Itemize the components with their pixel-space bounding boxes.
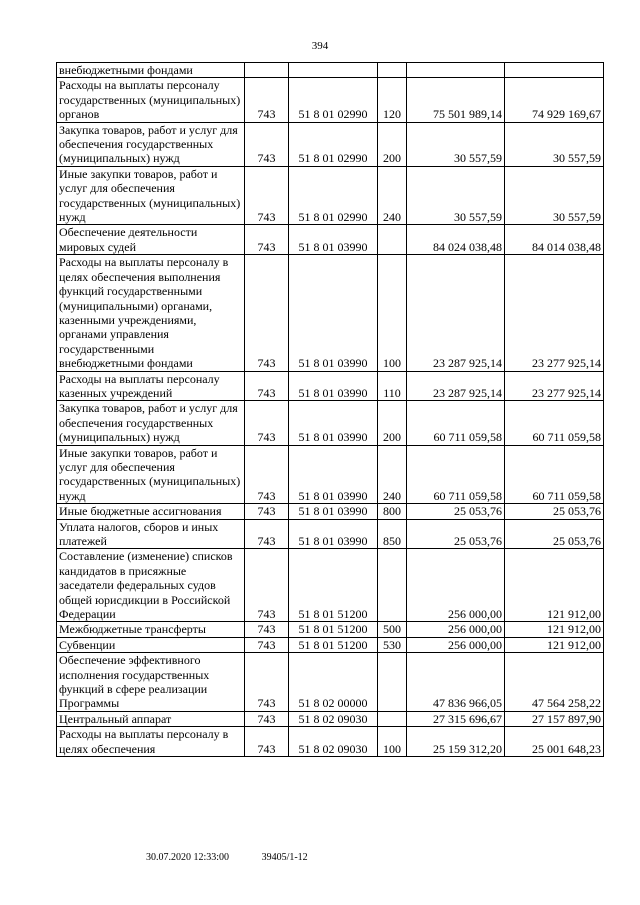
budget-table [56,62,604,757]
amount-executed-cell: 23 277 925,14 [505,371,604,401]
target-article-cell: 51 8 01 03990 [289,255,378,371]
expense-type-cell: 530 [378,637,407,652]
table-row [57,653,604,712]
ved-code-cell: 743 [245,549,289,622]
amount-approved-cell: 47 836 966,05 [407,653,505,712]
amount-approved-cell: 256 000,00 [407,622,505,637]
row-name-cell: Иные закупки товаров, работ и услуг для обеспечения государственных (муниципальных) нужд [57,166,245,225]
amount-approved-cell [407,63,505,78]
amount-approved-cell: 30 557,59 [407,166,505,225]
expense-type-cell: 100 [378,255,407,371]
page-number: 394 [311,40,329,52]
row-name-cell: Обеспечение эффективного исполнения государственных функций в сфере реализации Программы [57,653,245,712]
row-name-cell: Обеспечение деятельности мировых судей [57,225,245,255]
target-article-cell: 51 8 01 03990 [289,401,378,445]
expense-type-cell [378,549,407,622]
expense-type-cell: 200 [378,401,407,445]
row-name-cell: Расходы на выплаты персоналу казенных учреждений [57,371,245,401]
amount-executed-cell: 23 277 925,14 [505,255,604,371]
table-row [57,225,604,255]
row-name-cell: Закупка товаров, работ и услуг для обеспечения государственных (муниципальных) нужд [57,401,245,445]
amount-approved-cell: 60 711 059,58 [407,445,505,504]
expense-type-cell: 500 [378,622,407,637]
target-article-cell: 51 8 01 02990 [289,166,378,225]
row-name-cell: Межбюджетные трансферты [57,622,245,637]
table-row [57,519,604,549]
amount-approved-cell: 25 053,76 [407,504,505,519]
table-row [57,255,604,371]
amount-approved-cell: 25 159 312,20 [407,727,505,757]
footer-doc-id: 39405/1-12 [261,852,308,863]
row-name-cell: внебюджетными фондами [57,63,245,78]
expense-type-cell: 110 [378,371,407,401]
target-article-cell: 51 8 01 51200 [289,637,378,652]
row-name-cell: Расходы на выплаты персоналу государственных (муниципальных) органов [57,78,245,122]
expense-type-cell: 240 [378,166,407,225]
expense-type-cell: 800 [378,504,407,519]
ved-code-cell: 743 [245,653,289,712]
target-article-cell: 51 8 01 03990 [289,371,378,401]
ved-code-cell: 743 [245,122,289,166]
table-row [57,622,604,637]
ved-code-cell: 743 [245,519,289,549]
amount-executed-cell: 30 557,59 [505,166,604,225]
table-row [57,727,604,757]
row-name-cell: Иные закупки товаров, работ и услуг для обеспечения государственных (муниципальных) нужд [57,445,245,504]
table-row [57,78,604,122]
amount-approved-cell: 256 000,00 [407,549,505,622]
expense-type-cell: 240 [378,445,407,504]
table-row [57,637,604,652]
row-name-cell: Субвенции [57,637,245,652]
table-row [57,549,604,622]
table-row [57,711,604,726]
amount-approved-cell: 256 000,00 [407,637,505,652]
target-article-cell [289,63,378,78]
expense-type-cell [378,63,407,78]
table-row [57,166,604,225]
target-article-cell: 51 8 02 09030 [289,727,378,757]
amount-executed-cell: 121 912,00 [505,622,604,637]
amount-executed-cell [505,63,604,78]
target-article-cell: 51 8 02 00000 [289,653,378,712]
ved-code-cell: 743 [245,637,289,652]
ved-code-cell: 743 [245,401,289,445]
amount-executed-cell: 27 157 897,90 [505,711,604,726]
row-name-cell: Центральный аппарат [57,711,245,726]
ved-code-cell: 743 [245,504,289,519]
amount-executed-cell: 30 557,59 [505,122,604,166]
row-name-cell: Расходы на выплаты персоналу в целях обеспечения [57,727,245,757]
table-row [57,371,604,401]
target-article-cell: 51 8 01 03990 [289,225,378,255]
amount-executed-cell: 25 001 648,23 [505,727,604,757]
table-row [57,504,604,519]
footer [146,852,338,863]
amount-executed-cell: 47 564 258,22 [505,653,604,712]
ved-code-cell: 743 [245,225,289,255]
expense-type-cell: 120 [378,78,407,122]
amount-approved-cell: 23 287 925,14 [407,371,505,401]
amount-executed-cell: 121 912,00 [505,637,604,652]
amount-executed-cell: 25 053,76 [505,519,604,549]
amount-approved-cell: 30 557,59 [407,122,505,166]
row-name-cell: Иные бюджетные ассигнования [57,504,245,519]
expense-type-cell [378,225,407,255]
amount-approved-cell: 75 501 989,14 [407,78,505,122]
table-row [57,401,604,445]
amount-executed-cell: 25 053,76 [505,504,604,519]
table-row [57,63,604,78]
amount-approved-cell: 23 287 925,14 [407,255,505,371]
amount-executed-cell: 84 014 038,48 [505,225,604,255]
amount-approved-cell: 25 053,76 [407,519,505,549]
row-name-cell: Составление (изменение) списков кандидатов в присяжные заседатели федеральных судов общей юрисдикции в Российской Федерации [57,549,245,622]
ved-code-cell [245,63,289,78]
amount-executed-cell: 60 711 059,58 [505,445,604,504]
target-article-cell: 51 8 01 02990 [289,78,378,122]
amount-executed-cell: 121 912,00 [505,549,604,622]
ved-code-cell: 743 [245,445,289,504]
row-name-cell: Расходы на выплаты персоналу в целях обеспечения выполнения функций государственными (муниципальными) органами, казенными учреждениями, органами управления государственными внебюджетными фондами [57,255,245,371]
table-row [57,445,604,504]
ved-code-cell: 743 [245,255,289,371]
expense-type-cell: 850 [378,519,407,549]
ved-code-cell: 743 [245,166,289,225]
target-article-cell: 51 8 02 09030 [289,711,378,726]
expense-type-cell [378,711,407,726]
ved-code-cell: 743 [245,371,289,401]
amount-executed-cell: 60 711 059,58 [505,401,604,445]
row-name-cell: Закупка товаров, работ и услуг для обеспечения государственных (муниципальных) нужд [57,122,245,166]
expense-type-cell: 200 [378,122,407,166]
target-article-cell: 51 8 01 02990 [289,122,378,166]
target-article-cell: 51 8 01 03990 [289,504,378,519]
expense-type-cell: 100 [378,727,407,757]
ved-code-cell: 743 [245,711,289,726]
target-article-cell: 51 8 01 03990 [289,519,378,549]
target-article-cell: 51 8 01 03990 [289,445,378,504]
amount-approved-cell: 84 024 038,48 [407,225,505,255]
ved-code-cell: 743 [245,78,289,122]
ved-code-cell: 743 [245,727,289,757]
amount-approved-cell: 27 315 696,67 [407,711,505,726]
footer-timestamp: 30.07.2020 12:33:00 [146,852,230,863]
amount-executed-cell: 74 929 169,67 [505,78,604,122]
row-name-cell: Уплата налогов, сборов и иных платежей [57,519,245,549]
amount-approved-cell: 60 711 059,58 [407,401,505,445]
target-article-cell: 51 8 01 51200 [289,549,378,622]
table-row [57,122,604,166]
expense-type-cell [378,653,407,712]
ved-code-cell: 743 [245,622,289,637]
target-article-cell: 51 8 01 51200 [289,622,378,637]
